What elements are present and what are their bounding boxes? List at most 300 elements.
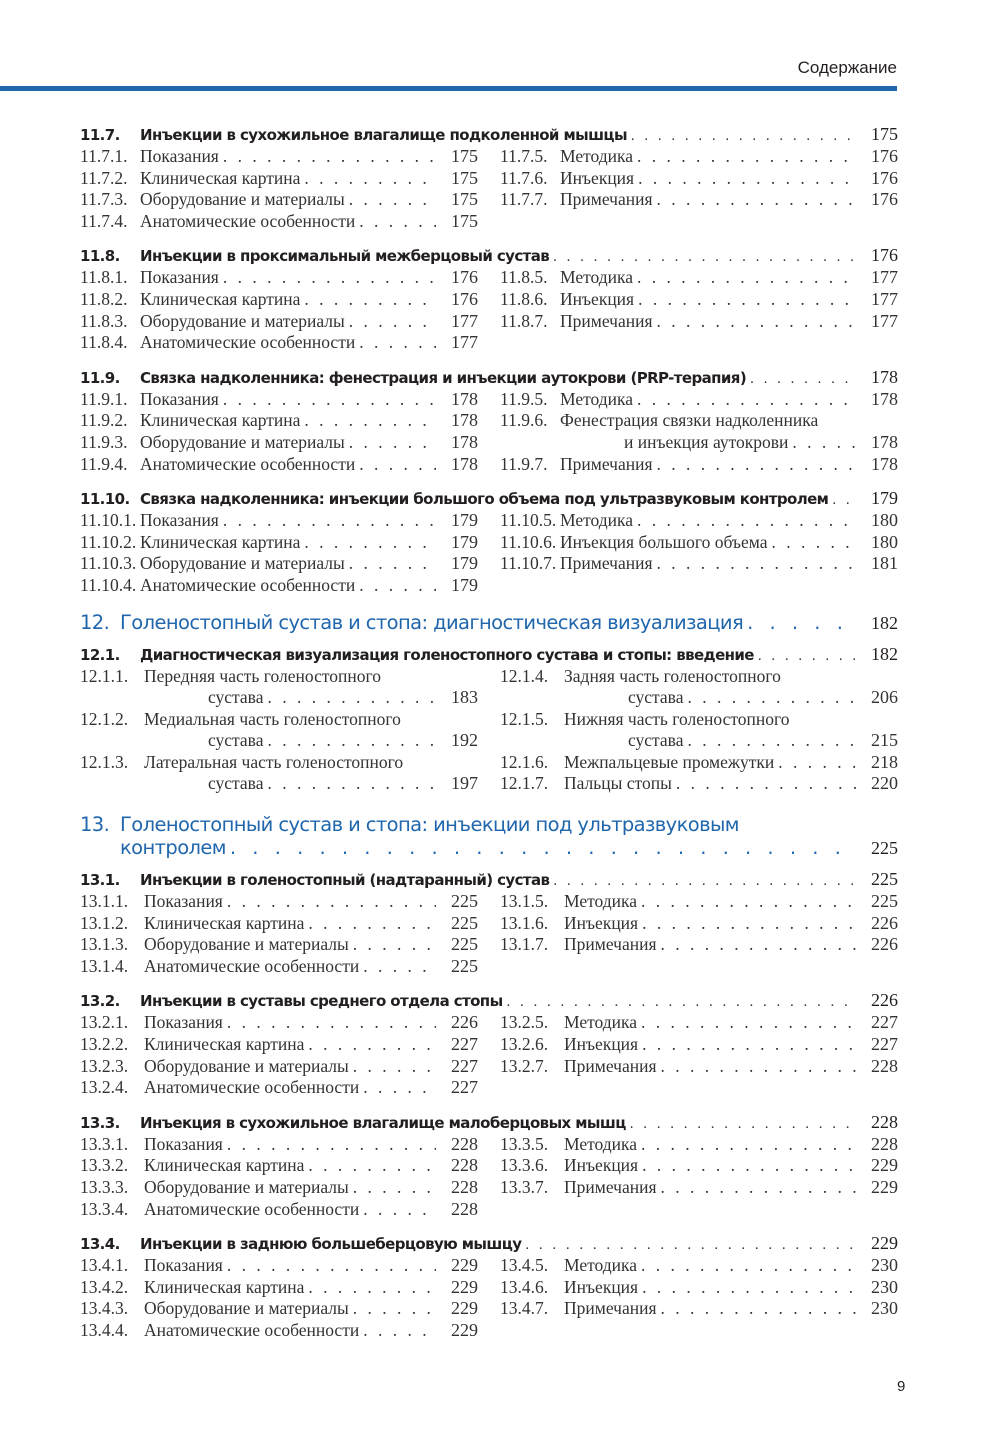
entry-title: Примечания bbox=[560, 553, 653, 574]
entry-title: Клиническая картина bbox=[144, 912, 305, 933]
entry-page: 225 bbox=[871, 891, 898, 912]
toc-subentry[interactable] bbox=[80, 454, 478, 476]
entry-page: 176 bbox=[871, 146, 898, 166]
subentry-columns bbox=[80, 1255, 898, 1341]
entry-title: Анатомические особенности bbox=[144, 955, 360, 976]
toc-subentry[interactable] bbox=[500, 553, 898, 575]
toc-section bbox=[80, 644, 898, 796]
entry-title: Оборудование и материалы bbox=[140, 189, 345, 210]
leader-dots bbox=[308, 913, 436, 934]
toc-subentry[interactable] bbox=[80, 1155, 478, 1177]
toc-subentry[interactable] bbox=[80, 146, 478, 168]
entry-page: 176 bbox=[451, 288, 478, 309]
leader-dots bbox=[641, 891, 856, 912]
entry-number: 11.10.2. bbox=[80, 531, 137, 552]
entry-page: 175 bbox=[451, 210, 478, 231]
toc-subentry[interactable] bbox=[80, 332, 478, 354]
entry-title: Показания bbox=[144, 1012, 223, 1033]
entry-number: 13.1.5. bbox=[500, 891, 549, 912]
entry-number: 11.9.4. bbox=[80, 453, 128, 474]
entry-title: Оборудование и материалы bbox=[144, 1177, 349, 1197]
toc-subentry[interactable] bbox=[500, 773, 898, 795]
entry-title: Оборудование и материалы bbox=[140, 553, 345, 574]
entry-number: 13.3.2. bbox=[80, 1155, 129, 1176]
entry-title: Методика bbox=[560, 267, 634, 288]
entry-number: 11.9.5. bbox=[500, 388, 548, 409]
toc-section-heading[interactable] bbox=[80, 367, 898, 389]
entry-title: Клиническая картина bbox=[144, 1155, 305, 1176]
toc-subentry[interactable] bbox=[500, 267, 898, 289]
toc-subentry[interactable] bbox=[80, 1320, 478, 1342]
entry-number: 11.10.1. bbox=[80, 510, 137, 531]
page-number: 9 bbox=[897, 1378, 906, 1395]
toc-subentry[interactable] bbox=[500, 410, 898, 432]
left-column bbox=[80, 1012, 478, 1098]
entry-page: 206 bbox=[871, 687, 898, 708]
toc-subentry[interactable] bbox=[80, 211, 478, 233]
entry-title: Клиническая картина bbox=[144, 1034, 305, 1055]
entry-title: Оборудование и материалы bbox=[140, 310, 345, 331]
entry-title: Показания bbox=[140, 388, 219, 409]
toc-subentry[interactable] bbox=[500, 891, 898, 913]
toc-section-heading[interactable] bbox=[80, 644, 898, 666]
entry-number: 12.1.2. bbox=[80, 708, 129, 729]
entry-number: 11.7.7. bbox=[500, 189, 548, 210]
entry-number: 11.8.1. bbox=[80, 267, 128, 288]
toc-subentry-continuation[interactable] bbox=[500, 730, 898, 752]
leader-dots bbox=[642, 1155, 856, 1176]
leader-dots bbox=[353, 1177, 436, 1198]
entry-page: 228 bbox=[451, 1133, 478, 1154]
entry-title: Методика bbox=[564, 1133, 638, 1154]
leader-dots bbox=[657, 189, 856, 210]
leader-dots bbox=[638, 168, 856, 189]
entry-number: 11.9.6. bbox=[500, 410, 548, 431]
leader-dots bbox=[363, 956, 436, 977]
leader-dots bbox=[792, 432, 856, 453]
entry-title: Анатомические особенности bbox=[140, 453, 356, 474]
entry-title: Инъекция bbox=[564, 1034, 639, 1055]
entry-number: 13.4.7. bbox=[500, 1298, 549, 1319]
section-number: 11.9. bbox=[80, 368, 120, 387]
leader-dots bbox=[642, 1277, 856, 1298]
leader-dots bbox=[507, 994, 856, 1011]
entry-title: Показания bbox=[144, 1133, 223, 1154]
toc-subentry[interactable] bbox=[80, 432, 478, 454]
entry-page: 229 bbox=[871, 1155, 898, 1176]
entry-title: Показания bbox=[144, 1255, 223, 1276]
toc-subentry[interactable] bbox=[80, 1134, 478, 1156]
leader-dots bbox=[641, 1255, 856, 1276]
entry-number: 11.7.6. bbox=[500, 167, 548, 188]
entry-title: Анатомические особенности bbox=[144, 1198, 360, 1219]
toc-subentry[interactable] bbox=[500, 311, 898, 333]
leader-dots bbox=[553, 249, 856, 266]
entry-title: Инъекция bbox=[560, 288, 635, 309]
leader-dots bbox=[227, 1255, 436, 1276]
entry-title: Примечания bbox=[560, 310, 653, 331]
toc-subentry[interactable] bbox=[80, 1298, 478, 1320]
entry-page: 225 bbox=[451, 891, 478, 912]
entry-page: 220 bbox=[871, 773, 898, 794]
leader-dots bbox=[359, 575, 436, 596]
toc-subentry[interactable] bbox=[80, 267, 478, 289]
chapter-heading-12[interactable] bbox=[80, 611, 898, 634]
entry-title: Методика bbox=[560, 510, 634, 531]
entry-page: 230 bbox=[871, 1255, 898, 1276]
leader-dots bbox=[230, 836, 856, 859]
leader-dots bbox=[642, 1034, 856, 1055]
leader-dots bbox=[349, 311, 436, 332]
entry-page: 178 bbox=[451, 410, 478, 431]
entry-page: 176 bbox=[871, 189, 898, 210]
header-rule bbox=[0, 86, 897, 91]
leader-dots bbox=[661, 1056, 856, 1077]
entry-page: 179 bbox=[451, 510, 478, 531]
entry-title: Методика bbox=[560, 388, 634, 409]
toc-subentry[interactable] bbox=[80, 1077, 478, 1099]
entry-number: 13.4.1. bbox=[80, 1255, 129, 1276]
entry-number: 13.2.1. bbox=[80, 1012, 129, 1033]
chapter-number: 13. bbox=[80, 813, 110, 837]
entry-title: Оборудование и материалы bbox=[144, 1055, 349, 1076]
leader-dots bbox=[227, 1012, 436, 1033]
leader-dots bbox=[359, 211, 436, 232]
toc-subentry[interactable] bbox=[500, 146, 898, 168]
entry-title-cont: сустава bbox=[208, 687, 264, 708]
entry-page: 197 bbox=[451, 773, 478, 794]
entry-page: 227 bbox=[871, 1012, 898, 1033]
toc-subentry[interactable] bbox=[500, 1034, 898, 1056]
toc-subentry[interactable] bbox=[80, 1034, 478, 1056]
running-header-title: Содержание bbox=[797, 58, 897, 77]
entry-number: 11.9.3. bbox=[80, 431, 128, 452]
entry-title: Пальцы стопы bbox=[564, 773, 672, 794]
toc-subentry[interactable] bbox=[500, 1155, 898, 1177]
entry-page: 175 bbox=[451, 146, 478, 166]
entry-number: 13.1.2. bbox=[80, 912, 129, 933]
entry-page: 228 bbox=[871, 1055, 898, 1076]
leader-dots bbox=[832, 492, 856, 509]
section-page: 176 bbox=[871, 245, 898, 266]
leader-dots bbox=[349, 189, 436, 210]
section-title: Связка надколенника: инъекции большого объема под ультразвуковым контролем bbox=[140, 490, 829, 509]
section-number: 13.1. bbox=[80, 871, 120, 890]
leader-dots bbox=[363, 1199, 436, 1220]
toc-subentry[interactable] bbox=[80, 168, 478, 190]
subentry-columns bbox=[80, 146, 898, 232]
section-page: 228 bbox=[871, 1111, 898, 1132]
leader-dots bbox=[630, 1116, 856, 1133]
entry-title: Межпальцевые промежутки bbox=[564, 751, 775, 772]
toc-section bbox=[80, 488, 898, 596]
entry-title: Показания bbox=[140, 267, 219, 288]
leader-dots bbox=[687, 730, 856, 751]
entry-title: Методика bbox=[564, 1012, 638, 1033]
entry-title: Клиническая картина bbox=[144, 1276, 305, 1297]
entry-page: 226 bbox=[451, 1012, 478, 1033]
toc-subentry[interactable] bbox=[80, 1177, 478, 1199]
leader-dots bbox=[267, 773, 436, 794]
toc-section-heading[interactable] bbox=[80, 488, 898, 510]
toc-subentry[interactable] bbox=[500, 666, 898, 688]
section-page: 182 bbox=[871, 643, 898, 664]
entry-page: 227 bbox=[451, 1034, 478, 1055]
leader-dots bbox=[304, 168, 436, 189]
entry-number: 13.3.7. bbox=[500, 1177, 549, 1197]
entry-title: Анатомические особенности bbox=[144, 1077, 360, 1098]
entry-number: 11.7.1. bbox=[80, 146, 128, 166]
right-column bbox=[500, 1012, 898, 1098]
right-column bbox=[500, 1255, 898, 1341]
leader-dots bbox=[771, 532, 856, 553]
toc-subentry[interactable] bbox=[500, 1012, 898, 1034]
toc-subentry[interactable] bbox=[80, 709, 478, 731]
entry-title-cont: сустава bbox=[208, 773, 264, 794]
toc-subentry[interactable] bbox=[500, 934, 898, 956]
toc-subentry[interactable] bbox=[80, 1012, 478, 1034]
toc-subentry[interactable] bbox=[500, 389, 898, 411]
entry-number: 13.3.6. bbox=[500, 1155, 549, 1176]
section-title: Инъекции в заднюю большеберцовую мышцу bbox=[140, 1235, 522, 1254]
leader-dots bbox=[349, 432, 436, 453]
leader-dots bbox=[687, 687, 856, 708]
leader-dots bbox=[349, 553, 436, 574]
entry-page: 175 bbox=[451, 167, 478, 188]
entry-title: Примечания bbox=[564, 1298, 657, 1319]
entry-number: 13.4.6. bbox=[500, 1276, 549, 1297]
toc-section bbox=[80, 124, 898, 232]
leader-dots bbox=[758, 648, 856, 665]
entry-title: Оборудование и материалы bbox=[144, 1298, 349, 1319]
entry-page: 228 bbox=[451, 1155, 478, 1176]
entry-title-cont: и инъекция аутокрови bbox=[624, 431, 789, 452]
section-page: 226 bbox=[871, 990, 898, 1011]
toc-subentry[interactable] bbox=[500, 709, 898, 731]
toc-subentry[interactable] bbox=[500, 1056, 898, 1078]
entry-number: 12.1.3. bbox=[80, 751, 129, 772]
leader-dots bbox=[223, 389, 436, 410]
leader-dots bbox=[638, 289, 856, 310]
toc-subentry[interactable] bbox=[80, 389, 478, 411]
leader-dots bbox=[750, 371, 856, 388]
toc-subentry[interactable] bbox=[500, 454, 898, 476]
entry-number: 13.2.7. bbox=[500, 1055, 549, 1076]
toc-subentry[interactable] bbox=[80, 1255, 478, 1277]
entry-page: 179 bbox=[451, 531, 478, 552]
entry-page: 226 bbox=[871, 934, 898, 955]
entry-page: 229 bbox=[871, 1177, 898, 1197]
toc-subentry[interactable] bbox=[80, 289, 478, 311]
entry-number: 13.3.3. bbox=[80, 1177, 129, 1197]
toc-subentry[interactable] bbox=[80, 553, 478, 575]
section-number: 13.3. bbox=[80, 1113, 120, 1132]
toc-subentry[interactable] bbox=[80, 1199, 478, 1221]
section-number: 13.4. bbox=[80, 1235, 120, 1254]
leader-dots bbox=[304, 289, 436, 310]
entry-page: 192 bbox=[451, 730, 478, 751]
entry-page: 225 bbox=[451, 912, 478, 933]
toc-section-heading[interactable] bbox=[80, 869, 898, 891]
entry-title: Инъекция bbox=[564, 1276, 639, 1297]
entry-page: 178 bbox=[871, 431, 898, 452]
chapter-heading-13[interactable] bbox=[80, 813, 898, 859]
entry-title: Задняя часть голеностопного bbox=[564, 665, 781, 686]
leader-dots bbox=[267, 730, 436, 751]
toc-subentry-continuation[interactable] bbox=[500, 687, 898, 709]
leader-dots bbox=[676, 773, 856, 794]
entry-number: 11.10.4. bbox=[80, 574, 137, 595]
right-column bbox=[500, 146, 898, 232]
toc-subentry[interactable] bbox=[80, 575, 478, 597]
leader-dots bbox=[267, 687, 436, 708]
entry-page: 225 bbox=[451, 955, 478, 976]
leader-dots bbox=[778, 752, 856, 773]
entry-title: Медиальная часть голеностопного bbox=[144, 708, 401, 729]
entry-number: 11.8.2. bbox=[80, 288, 128, 309]
right-column bbox=[500, 666, 898, 796]
section-number: 13.2. bbox=[80, 992, 120, 1011]
section-title: Инъекции в сухожильное влагалище подколенной мышцы bbox=[140, 126, 627, 144]
toc-subentry[interactable] bbox=[500, 1277, 898, 1299]
entry-number: 13.2.6. bbox=[500, 1034, 549, 1055]
entry-title: Примечания bbox=[560, 189, 653, 210]
entry-number: 13.1.3. bbox=[80, 934, 129, 955]
entry-number: 13.3.1. bbox=[80, 1133, 129, 1154]
entry-title: Инъекция большого объема bbox=[560, 531, 768, 552]
entry-number: 11.10.3. bbox=[80, 553, 137, 574]
leader-dots bbox=[641, 1012, 856, 1033]
entry-page: 230 bbox=[871, 1276, 898, 1297]
toc-section bbox=[80, 1233, 898, 1341]
toc-subentry[interactable] bbox=[500, 752, 898, 774]
toc-subentry[interactable] bbox=[500, 289, 898, 311]
entry-title: Передняя часть голеностопного bbox=[144, 665, 381, 686]
toc-subentry[interactable] bbox=[80, 510, 478, 532]
toc-subentry[interactable] bbox=[500, 1255, 898, 1277]
leader-dots bbox=[227, 1134, 436, 1155]
toc-subentry[interactable] bbox=[80, 891, 478, 913]
section-title: Диагностическая визуализация голеностопного сустава и стопы: введение bbox=[140, 645, 754, 664]
chapter-title-line1: Голеностопный сустав и стопа: инъекции под ультразвуковым bbox=[120, 813, 739, 837]
toc-section bbox=[80, 1112, 898, 1220]
toc-subentry[interactable] bbox=[500, 1177, 898, 1199]
leader-dots bbox=[553, 873, 856, 890]
toc-subentry-continuation[interactable] bbox=[80, 687, 478, 709]
leader-dots bbox=[363, 1077, 436, 1098]
toc-subentry[interactable] bbox=[500, 913, 898, 935]
toc-subentry[interactable] bbox=[500, 189, 898, 211]
subentry-columns bbox=[80, 510, 898, 596]
toc-section-heading[interactable] bbox=[80, 1112, 898, 1134]
entry-number: 11.10.5. bbox=[500, 510, 557, 531]
section-title: Связка надколенника: фенестрация и инъекции аутокрови (PRP-терапия) bbox=[140, 368, 747, 387]
entry-number: 11.7.5. bbox=[500, 146, 548, 166]
toc-subentry[interactable] bbox=[500, 1134, 898, 1156]
toc-section-heading[interactable] bbox=[80, 124, 898, 146]
toc-subentry[interactable] bbox=[500, 168, 898, 190]
section-number: 11.7. bbox=[80, 126, 120, 144]
toc-subentry-continuation[interactable] bbox=[500, 432, 898, 454]
toc-section bbox=[80, 869, 898, 977]
entry-number: 13.4.2. bbox=[80, 1276, 129, 1297]
entry-page: 229 bbox=[451, 1276, 478, 1297]
entry-page: 229 bbox=[451, 1255, 478, 1276]
section-title: Инъекции в голеностопный (надтаранный) сустав bbox=[140, 871, 550, 890]
right-column bbox=[500, 510, 898, 596]
toc-subentry[interactable] bbox=[500, 532, 898, 554]
table-of-contents bbox=[80, 124, 898, 1355]
toc-section bbox=[80, 990, 898, 1098]
entry-page: 175 bbox=[451, 189, 478, 210]
leader-dots bbox=[637, 267, 856, 288]
toc-subentry[interactable] bbox=[500, 510, 898, 532]
entry-title-cont: сустава bbox=[628, 730, 684, 751]
subentry-columns bbox=[80, 1012, 898, 1098]
leader-dots bbox=[657, 553, 856, 574]
toc-subentry[interactable] bbox=[80, 311, 478, 333]
toc-subentry[interactable] bbox=[80, 532, 478, 554]
entry-number: 11.7.2. bbox=[80, 167, 128, 188]
entry-page: 225 bbox=[451, 934, 478, 955]
left-column bbox=[80, 389, 478, 475]
toc-subentry[interactable] bbox=[80, 913, 478, 935]
entry-title: Анатомические особенности bbox=[140, 210, 356, 231]
entry-page: 176 bbox=[451, 267, 478, 288]
toc-subentry[interactable] bbox=[500, 1298, 898, 1320]
toc-section-heading[interactable] bbox=[80, 1233, 898, 1255]
entry-number: 11.8.5. bbox=[500, 267, 548, 288]
toc-subentry-continuation[interactable] bbox=[80, 773, 478, 795]
entry-number: 13.1.1. bbox=[80, 891, 129, 912]
leader-dots bbox=[642, 913, 856, 934]
entry-title: Анатомические особенности bbox=[144, 1319, 360, 1340]
entry-title: Клиническая картина bbox=[140, 167, 301, 188]
entry-page: 218 bbox=[871, 751, 898, 772]
entry-page: 177 bbox=[871, 310, 898, 331]
toc-subentry[interactable] bbox=[80, 189, 478, 211]
toc-section-heading[interactable] bbox=[80, 245, 898, 267]
leader-dots bbox=[631, 128, 856, 145]
toc-subentry-continuation[interactable] bbox=[80, 730, 478, 752]
leader-dots bbox=[657, 311, 856, 332]
leader-dots bbox=[641, 1134, 856, 1155]
entry-title: Анатомические особенности bbox=[140, 332, 356, 353]
entry-page: 229 bbox=[451, 1319, 478, 1340]
entry-title: Инъекция bbox=[564, 1155, 639, 1176]
leader-dots bbox=[308, 1155, 436, 1176]
toc-subentry[interactable] bbox=[80, 956, 478, 978]
leader-dots bbox=[223, 267, 436, 288]
entry-number: 13.1.4. bbox=[80, 955, 129, 976]
toc-subentry[interactable] bbox=[80, 666, 478, 688]
toc-subentry[interactable] bbox=[80, 934, 478, 956]
toc-subentry[interactable] bbox=[80, 752, 478, 774]
toc-section-heading[interactable] bbox=[80, 990, 898, 1012]
entry-page: 177 bbox=[451, 332, 478, 353]
toc-subentry[interactable] bbox=[80, 410, 478, 432]
subentry-columns bbox=[80, 666, 898, 796]
toc-subentry[interactable] bbox=[80, 1056, 478, 1078]
leader-dots bbox=[308, 1034, 436, 1055]
leader-dots bbox=[304, 410, 436, 431]
entry-number: 13.2.3. bbox=[80, 1055, 129, 1076]
leader-dots bbox=[661, 1177, 856, 1198]
chapter-page: 182 bbox=[871, 612, 898, 633]
entry-number: 11.8.4. bbox=[80, 332, 128, 353]
toc-subentry[interactable] bbox=[80, 1277, 478, 1299]
leader-dots bbox=[661, 934, 856, 955]
